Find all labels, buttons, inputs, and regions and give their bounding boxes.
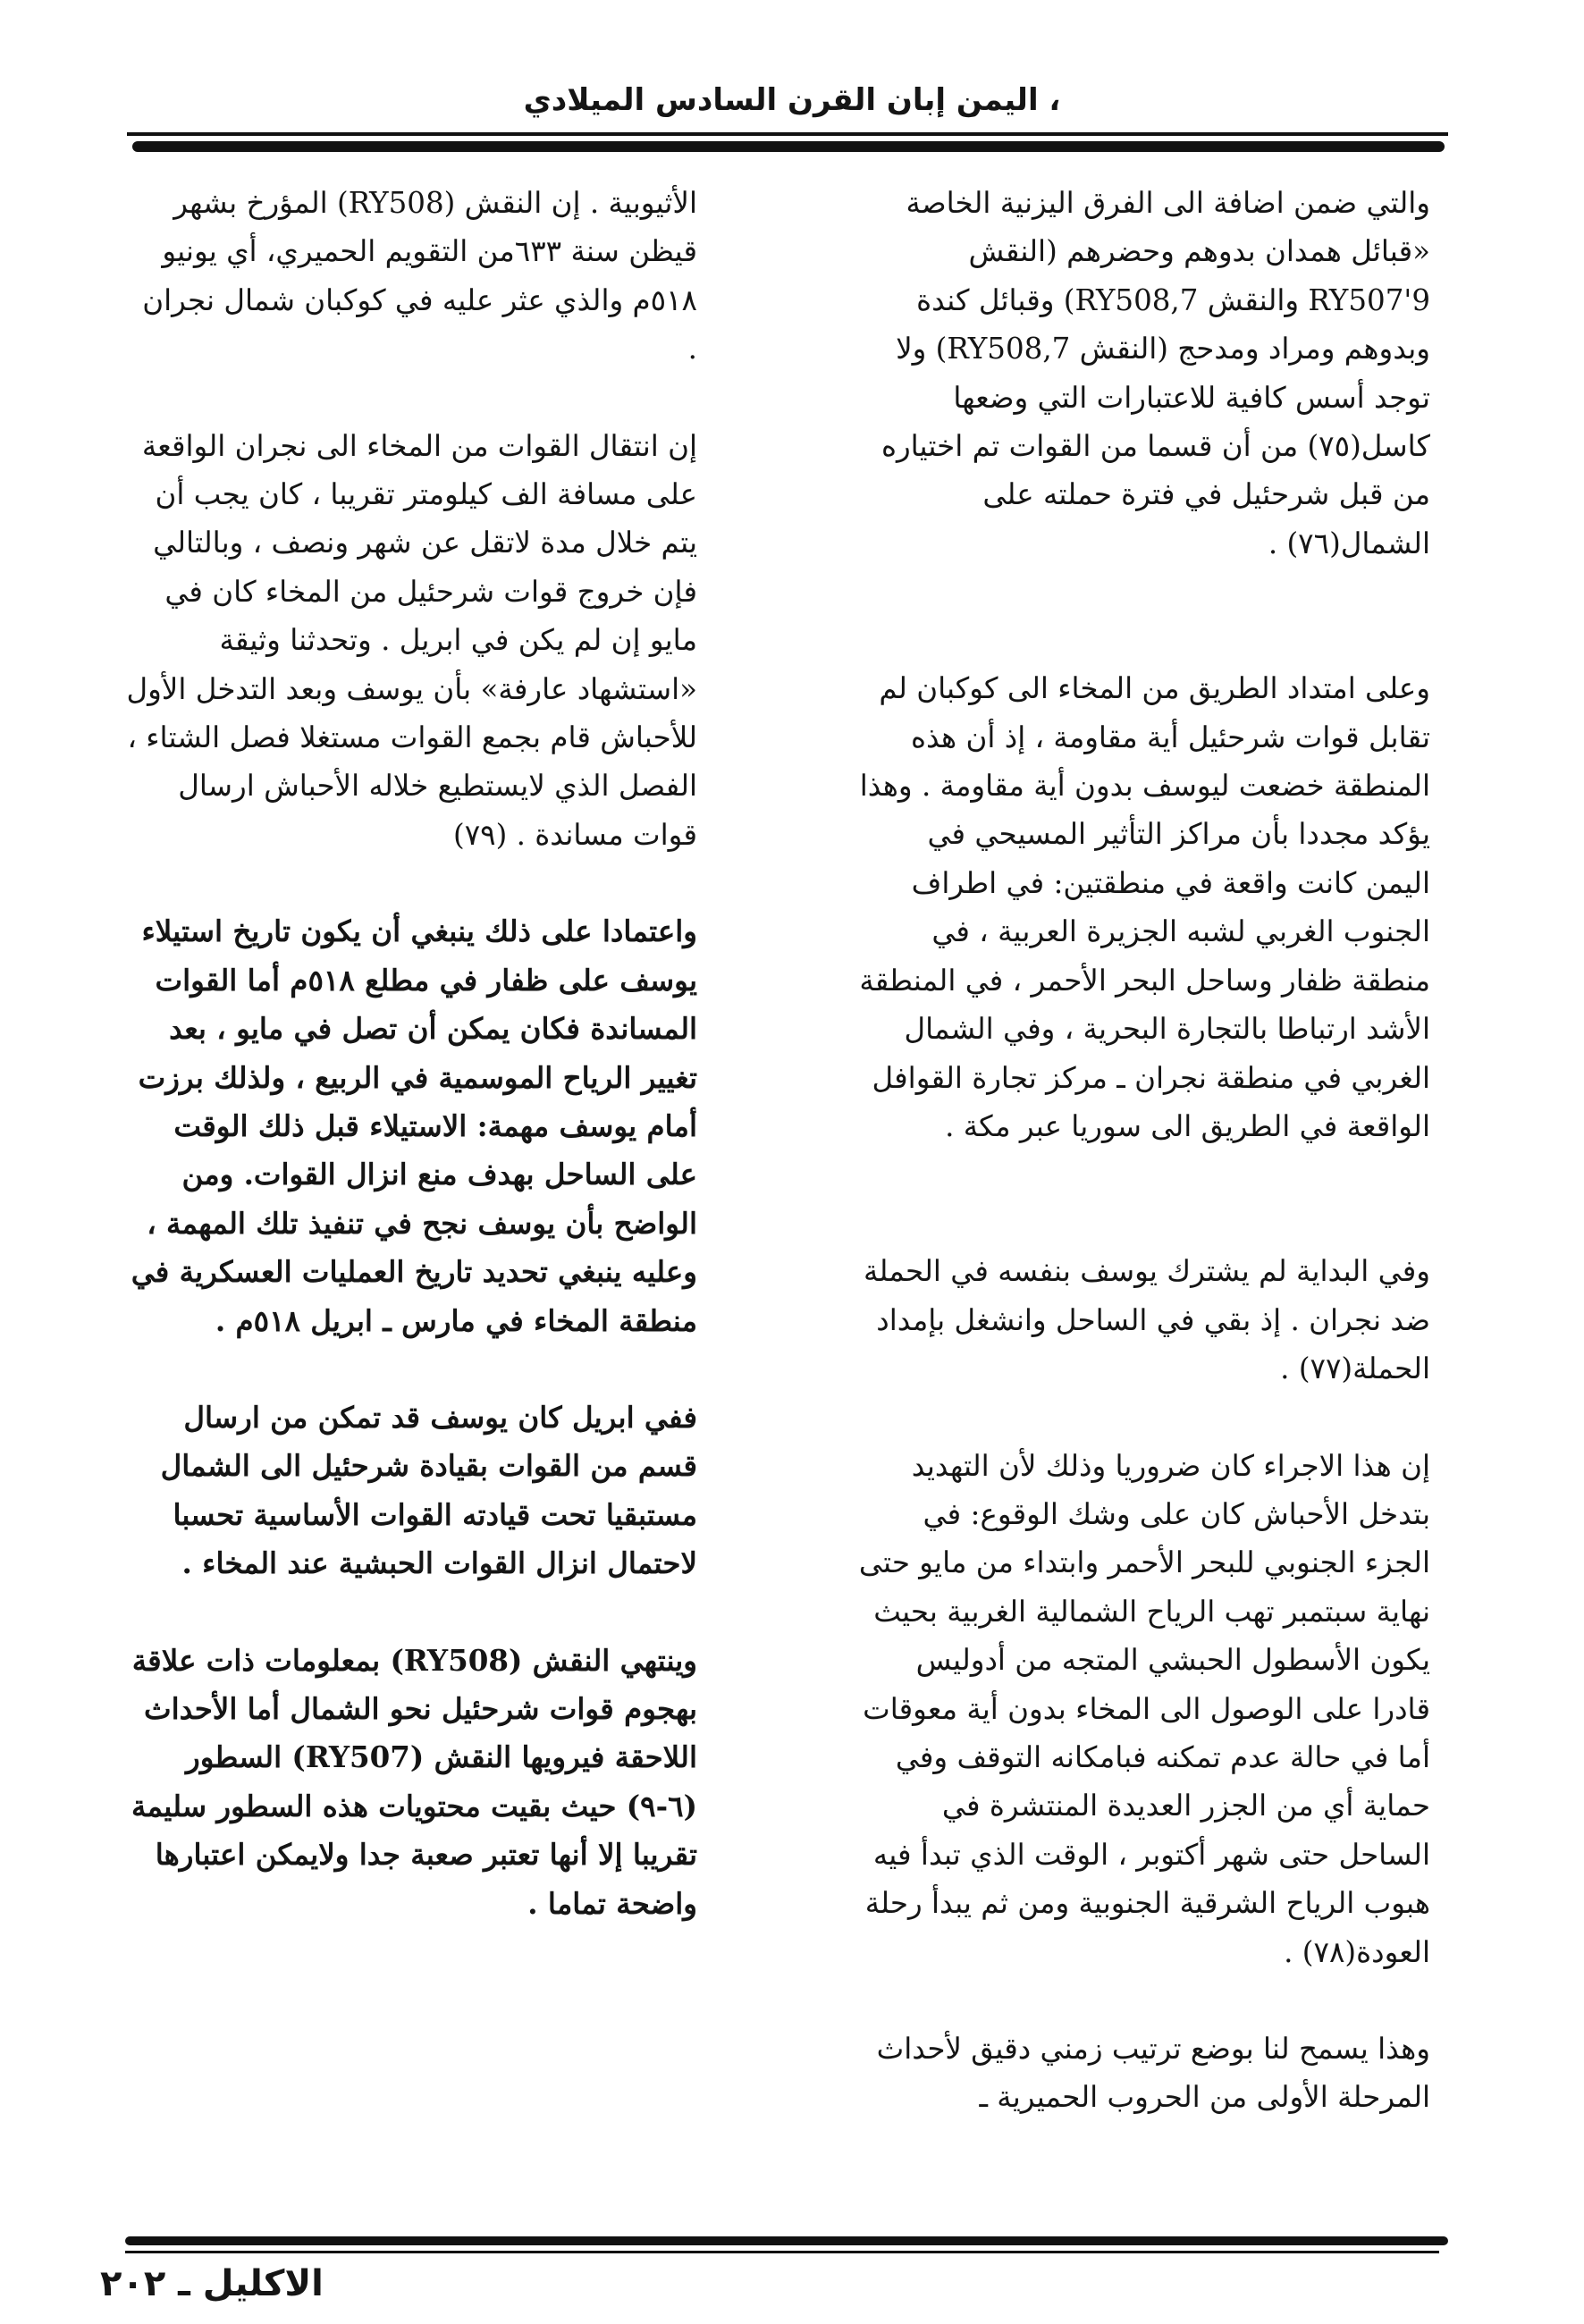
left-column <box>125 179 697 1928</box>
paragraph-gap <box>125 1588 697 1637</box>
right-paragraph-2: وعلى امتداد الطريق من المخاء الى كوكبان لم تقابل قوات شرحئيل أية مقاومة ، إذ أن هذه المنطقة خضعت ليوسف بدون أية مقاومة . وهذا يؤكد مجددا بأن مراكز التأثير المسيحي في اليمن كانت واقعة في منطقتين: في اطراف الجنوب الغربي لشبه الجزيرة العربية ، في منطقة ظفار وساحل البحر الأحمر ، في المنطقة الأشد ارتباطا بالتجارة البحرية ، وفي الشمال الغربي في منطقة نجران ـ مركز تجارة القوافل الواقعة في الطريق الى سوريا عبر مكة . <box>859 671 1430 1143</box>
paragraph-gap <box>125 374 697 422</box>
paragraph-gap <box>858 1976 1430 2025</box>
left-paragraph-4: ففي ابريل كان يوسف قد تمكن من ارسال قسم من القوات بقيادة شرحئيل الى الشمال مستبقيا تحت قيادته القوات الأساسية تحسبا لاحتمال انزال القوات الحبشية عند المخاء . <box>160 1399 697 1581</box>
right-column <box>858 179 1430 2122</box>
right-paragraph-4: إن هذا الاجراء كان ضروريا وذلك لأن التهديد بتدخل الأحباش كان على وشك الوقوع: في الجزء الجنوبي للبحر الأحمر وابتداء من مايو حتى نهاية سبتمبر تهب الرياح الشمالية الغربية بحيث يكون الأسطول الحبشي المتجه من أدوليس قادرا على الوصول الى المخاء بدون أية معوقات أما في حالة عدم تمكنه فبامكانه التوقف وفي حماية أي من الجزر العديدة المنتشرة في الساحل حتى شهر أكتوبر ، الوقت الذي تبدأ فيه هبوب الرياح الشرقية الجنوبية ومن ثم يبدأ رحلة العودة(٧٨) . <box>858 1448 1430 1969</box>
right-paragraph-1: والتي ضمن اضافة الى الفرق اليزنية الخاصة «قبائل همدان بدوهم وحضرهم (النقش RY507'9 والنقش RY508,7) وقبائل كندة وبدوهم ومراد ومدحج (النقش RY508,7) ولا توجد أسس كافية للاعتبارات التي وضعها كاسل(٧٥) من أن قسما من القوات تم اختياره من قبل شرحئيل في فترة حملته على الشمال(٧٦) . <box>880 186 1430 560</box>
footer-rule-thin <box>125 2251 1439 2253</box>
page-folio: الاكليل ـ ٢٠٢ <box>100 2263 324 2304</box>
left-paragraph-5: وينتهي النقش (RY508) بمعلومات ذات علاقة بهجوم قوات شرحئيل نحو الشمال أما الأحداث اللاحقة فيرويها النقش (RY507) السطور (٦-٩) حيث بقيت محتويات هذه السطور سليمة تقريبا إلا أنها تعتبر صعبة جدا ولايمكن اعتبارها واضحة تماما . <box>131 1642 697 1921</box>
header-rule-thin <box>127 132 1448 136</box>
paragraph-gap <box>125 1345 697 1394</box>
paragraph-gap <box>858 1394 1430 1442</box>
right-paragraph-5: وهذا يسمح لنا بوضع ترتيب زمني دقيق لأحداث المرحلة الأولى من الحروب الحميرية ـ <box>876 2032 1430 2115</box>
footer-rule-thick <box>125 2236 1448 2245</box>
left-paragraph-3: واعتمادا على ذلك ينبغي أن يكون تاريخ استيلاء يوسف على ظفار في مطلع ٥١٨م أما القوات المساندة فكان يمكن أن تصل في مايو ، بعد تغيير الرياح الموسمية في الربيع ، ولذلك برزت أمام يوسف مهمة: الاستيلاء قبل ذلك الوقت على الساحل بهدف منع انزال القوات. ومن الواضح بأن يوسف نجح في تنفيذ تلك المهمة ، وعليه ينبغي تحديد تاريخ العمليات العسكرية في منطقة المخاء في مارس ـ ابريل ٥١٨م . <box>131 914 697 1338</box>
left-paragraph-2: إن انتقال القوات من المخاء الى نجران الواقعة على مسافة الف كيلومتر تقريبا ، كان يجب أن يتم خلال مدة لاتقل عن شهر ونصف ، وبالتالي فإن خروج قوات شرحئيل من المخاء كان في مايو إن لم يكن في ابريل . وتحدثنا وثيقة «استشهاد عارفة» بأن يوسف وبعد التدخل الأول للأحباش قام بجمع القوات مستغلا فصل الشتاء ، الفصل الذي لايستطيع خلاله الأحباش ارسال قوات مساندة . (٧٩) <box>126 428 697 852</box>
paragraph-gap <box>858 568 1430 664</box>
running-head: ، اليمن إبان القرن السادس الميلادي <box>523 82 1061 118</box>
header-rule-thick <box>132 141 1445 152</box>
right-paragraph-3: وفي البداية لم يشترك يوسف بنفسه في الحملة ضد نجران . إذ بقي في الساحل وانشغل بإمداد الحملة(٧٧) . <box>864 1254 1430 1386</box>
left-paragraph-1: الأثيوبية . إن النقش (RY508) المؤرخ بشهر قيظن سنة ٦٣٣من التقويم الحميري، أي يونيو ٥١٨م والذي عثر عليه في كوكبان شمال نجران . <box>142 186 697 366</box>
paragraph-gap <box>125 859 697 907</box>
paragraph-gap <box>858 1150 1430 1247</box>
